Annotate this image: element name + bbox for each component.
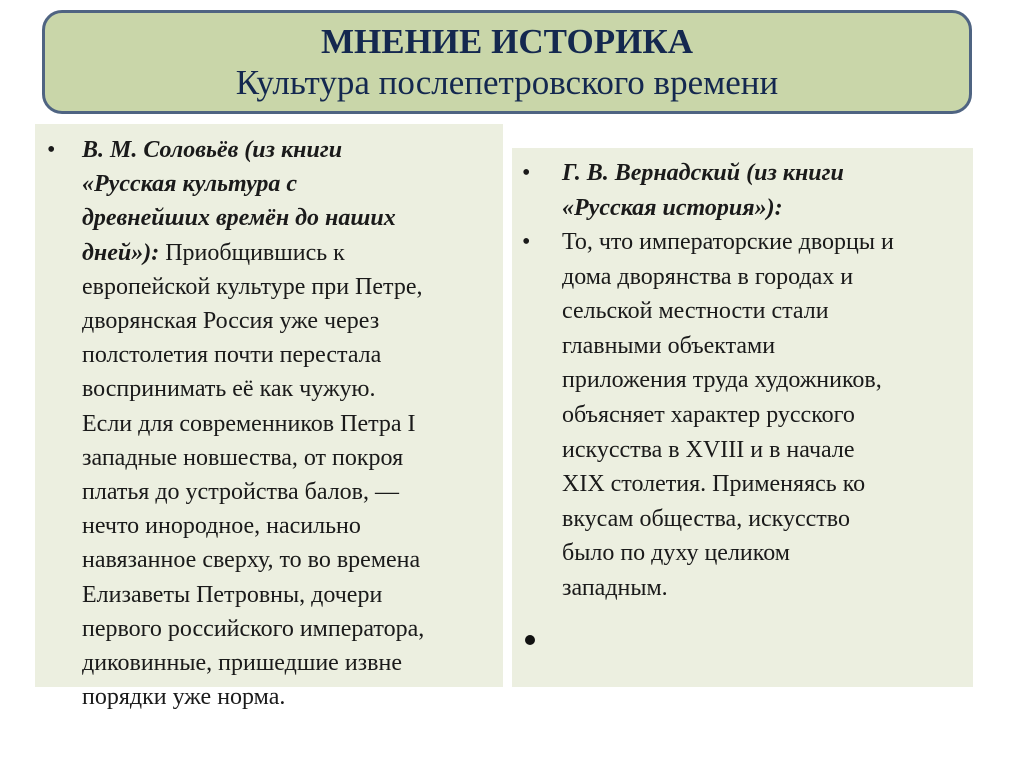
slide-subtitle: Культура послепетровского времени xyxy=(235,63,779,102)
quote-line xyxy=(82,167,297,201)
bullet-icon: • xyxy=(47,137,56,163)
quote-line: То, что императорские дворцы и xyxy=(562,229,894,255)
quote-text: западные новшества, от покроя xyxy=(82,444,404,471)
quote-text: диковинные, пришедшие извне xyxy=(82,650,402,676)
quote-line: дома дворянства в городах и xyxy=(562,263,854,290)
quote-line: вкусам общества, искусство xyxy=(562,505,850,532)
quote-line xyxy=(82,543,420,577)
quote-line: искусства в XVIII и в начале xyxy=(562,436,855,463)
source-citation: В. М. Соловьёв (из книги xyxy=(82,137,343,163)
title-banner xyxy=(42,10,972,114)
quote-text: Если для современников Петра I xyxy=(82,410,416,437)
source-citation: дней»): xyxy=(82,239,160,266)
slide-title: МНЕНИЕ ИСТОРИКА xyxy=(320,22,693,61)
quote-line xyxy=(82,372,375,406)
quote-line xyxy=(82,612,424,646)
quote-line xyxy=(82,236,345,270)
quote-line xyxy=(82,475,399,509)
quote-line xyxy=(82,680,285,714)
quote-line xyxy=(82,441,403,475)
quote-text: порядки уже норма. xyxy=(82,684,286,711)
quote-text: полстолетия почти перестала xyxy=(82,342,382,369)
quote-line xyxy=(82,646,402,680)
quote-line: главными объектами xyxy=(562,332,776,359)
quote-text: европейской культуре при Петре, xyxy=(82,273,423,300)
quote-line xyxy=(82,304,379,338)
source-citation: Г. В. Вернадский (из книги xyxy=(562,160,844,186)
quote-line xyxy=(82,578,382,612)
empty-bullet-icon xyxy=(525,635,535,645)
vernadsky-quote-panel xyxy=(512,148,973,687)
quote-line: объясняет характер русского xyxy=(562,402,855,428)
quote-line xyxy=(82,407,416,441)
quote-line: приложения труда художников, xyxy=(562,367,882,394)
source-citation: древнейших времён до наших xyxy=(82,205,396,232)
source-citation: «Русская культура с xyxy=(82,171,298,198)
quote-text: воспринимать её как чужую. xyxy=(82,376,376,403)
source-citation: «Русская история»): xyxy=(562,194,783,221)
quote-text: платья до устройства балов, — xyxy=(82,479,400,505)
quote-text: нечто инородное, насильно xyxy=(82,513,361,540)
quote-line xyxy=(82,509,361,543)
bullet-icon: • xyxy=(522,229,531,255)
quote-line: было по духу целиком xyxy=(562,540,790,567)
quote-line xyxy=(82,338,381,372)
bullet-icon: • xyxy=(522,160,531,186)
quote-line xyxy=(82,201,396,235)
quote-line xyxy=(82,270,422,304)
quote-text: первого российского императора, xyxy=(82,615,425,642)
quote-line xyxy=(82,133,342,167)
quote-text: дворянская Россия уже через xyxy=(82,308,380,334)
quote-line: сельской местности стали xyxy=(562,298,829,325)
quote-line: XIX столетия. Применяясь ко xyxy=(562,471,866,498)
quote-line: западным. xyxy=(562,575,668,601)
soloviev-quote-panel xyxy=(35,124,503,711)
quote-text: навязанное сверху, то во времена xyxy=(82,547,421,574)
quote-text: Приобщившись к xyxy=(159,239,345,266)
quote-text: Елизаветы Петровны, дочери xyxy=(82,581,383,608)
